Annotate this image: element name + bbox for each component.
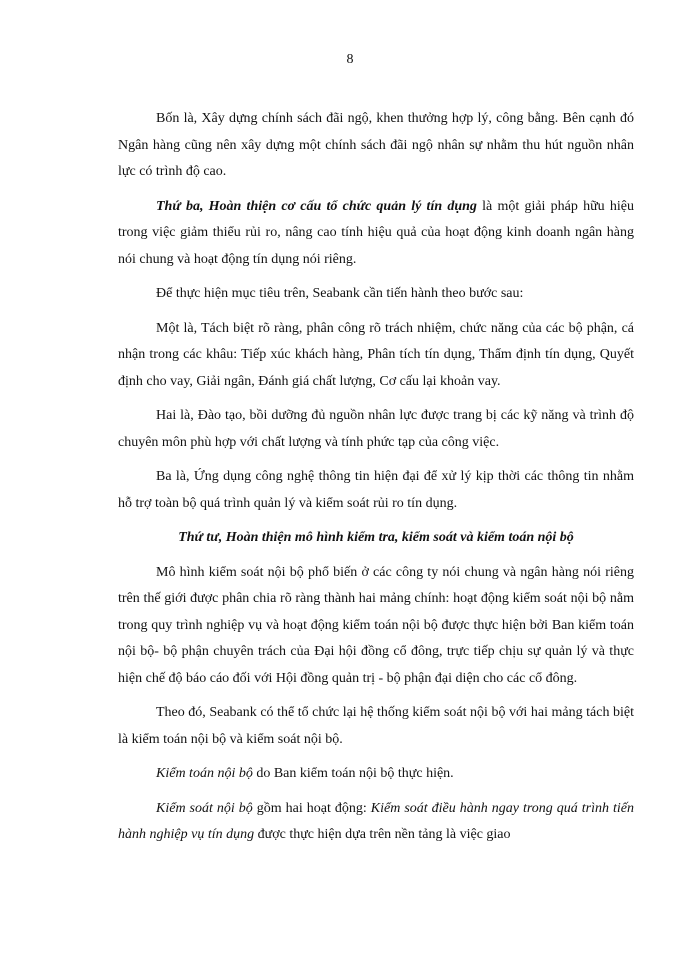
section-heading-thu-tu: Thứ tư, Hoàn thiện mô hình kiểm tra, kiểm soát và kiểm toán nội bộ [178, 530, 574, 545]
paragraph-bon-la: Bốn là, Xây dựng chính sách đãi ngộ, khen thưởng hợp lý, công bằng. Bên cạnh đó Ngân hàng cũng nên xây dựng một chính sách đãi ngộ nhân sự nhằm thu hút nguồn nhân lực có trình độ cao. [118, 111, 634, 179]
kiem-soat-mid: gồm hai hoạt động: [252, 800, 371, 816]
thu-ba-emphasis: Thứ ba, Hoàn thiện cơ cấu tổ chức quản lý tín dụng [156, 198, 477, 214]
paragraph-muc-tieu: Để thực hiện mục tiêu trên, Seabank cần tiến hành theo bước sau: [156, 286, 524, 301]
paragraph-theo-do: Theo đó, Seabank có thể tổ chức lại hệ thống kiểm soát nội bộ với hai mảng tách biệt là kiểm toán nội bộ và kiểm soát nội bộ. [118, 705, 634, 747]
kiem-soat-dieu-hanh: Kiểm soát điều hành ngay trong quá trình tiến hành nghiệp vụ tín dụng [118, 800, 634, 842]
paragraph-ba-la: Ba là, Ứng dụng công nghệ thông tin hiện đại để xử lý kịp thời các thông tin nhằm hỗ trợ toàn bộ quá trình quản lý và kiểm soát rủi ro tín dụng. [118, 469, 634, 511]
kiem-toan-text: do Ban kiểm toán nội bộ thực hiện. [252, 766, 454, 781]
page-number: 8 [346, 52, 354, 67]
document-body [118, 106, 634, 857]
thu-ba-text: là một giải pháp hữu hiệu trong việc giảm thiểu rủi ro, nâng cao tính hiệu quả của hoạt động kinh doanh ngân hàng nói chung và hoạt động tín dụng nói riêng. [118, 198, 634, 267]
kiem-soat-rest: được thực hiện dựa trên nền tảng là việc giao [254, 827, 511, 842]
paragraph-kiem-soat [118, 796, 634, 849]
paragraph-hai-la: Hai là, Đào tạo, bồi dưỡng đủ nguồn nhân lực được trang bị các kỹ năng và trình độ chuyên môn phù hợp với chất lượng và tính phức tạp của công việc. [118, 408, 634, 450]
paragraph-mo-hinh: Mô hình kiểm soát nội bộ phổ biến ở các công ty nói chung và ngân hàng nói riêng trên thế giới được phân chia rõ ràng thành hai mảng chính: hoạt động kiểm soát nội bộ nằm trong quy trình nghiệp vụ và hoạt động kiểm toán nội bộ được thực hiện bởi Ban kiểm toán nội bộ- bộ phận chuyên trách của Đại hội đồng cổ đông, trực tiếp chịu sự quản lý và thực hiện chế độ báo cáo đối với Hội đồng quản trị - bộ phận đại diện cho các cổ đông. [118, 564, 634, 686]
kiem-toan-term: Kiểm toán nội bộ [156, 766, 253, 781]
paragraph-kiem-toan [118, 761, 634, 788]
paragraph-mot-la: Một là, Tách biệt rõ ràng, phân công rõ trách nhiệm, chức năng của các bộ phận, cá nhận trong các khâu: Tiếp xúc khách hàng, Phân tích tín dụng, Thẩm định tín dụng, Quyết định cho vay, Giải ngân, Đánh giá chất lượng, Cơ cấu lại khoản vay. [118, 320, 634, 389]
kiem-soat-term: Kiểm soát nội bộ [156, 800, 253, 816]
paragraph-thu-ba [118, 194, 634, 274]
